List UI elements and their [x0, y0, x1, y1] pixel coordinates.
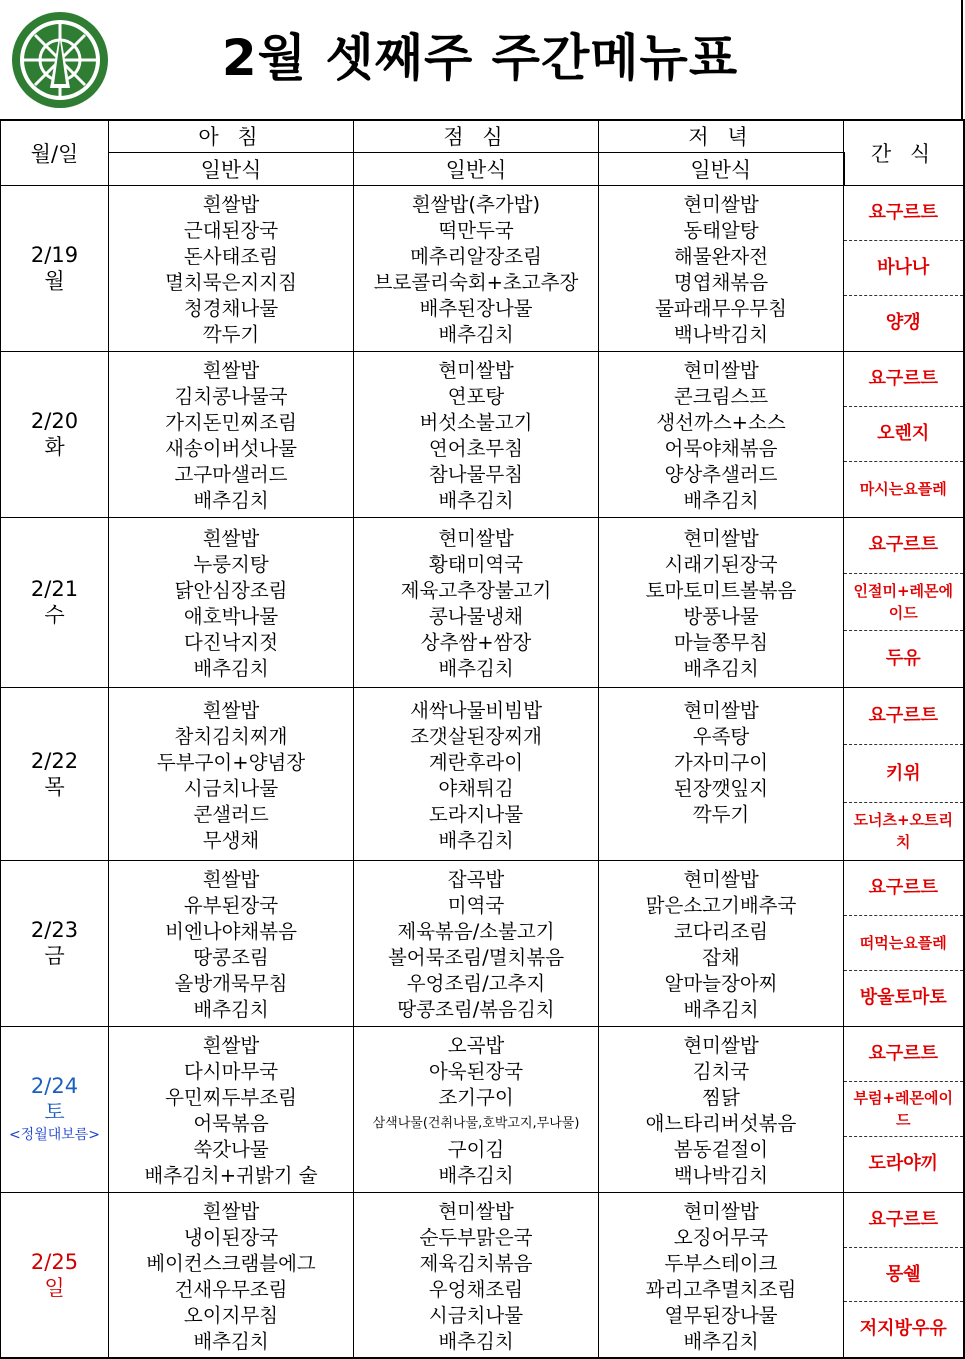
snack-item: 부럼+레몬에이드	[844, 1082, 963, 1137]
menu-item: 배추된장나물	[419, 297, 533, 320]
menu-item: 배추김치	[438, 1164, 514, 1187]
menu-item: 어묵야채볶음	[664, 437, 778, 460]
menu-item: 새싹나물비빔밥	[410, 698, 542, 722]
menu-item: 방풍나물	[683, 605, 759, 628]
menu-item: 어묵볶음	[193, 1112, 269, 1135]
menu-item: 멸치묵은지지짐	[165, 271, 297, 294]
menu-item: 야채튀김	[438, 776, 514, 800]
dinner-header: 저 녁	[599, 120, 844, 152]
menu-item: 참치김치찌개	[174, 724, 288, 748]
menu-item: 근대된장국	[183, 219, 279, 242]
menu-item: 오이지무침	[183, 1303, 279, 1327]
weekday-label: 토	[44, 1100, 65, 1124]
menu-item: 흰쌀밥	[202, 193, 260, 216]
breakfast-cell	[109, 351, 354, 517]
menu-item: 흰쌀밥	[202, 1199, 260, 1223]
snack-item: 인절미+레몬에이드	[844, 574, 963, 631]
menu-item: 유부된장국	[183, 894, 279, 917]
snack-item: 마시는요플레	[859, 480, 947, 499]
menu-item: 해물완자전	[673, 245, 769, 268]
menu-item: 배추김치	[193, 998, 269, 1021]
holiday-note: <정월대보름>	[8, 1127, 101, 1143]
weekly-menu-table	[0, 119, 965, 1359]
menu-item: 현미쌀밥	[683, 193, 759, 216]
menu-item: 계란후라이	[428, 750, 524, 774]
snack-item: 오렌지	[844, 407, 963, 462]
menu-item: 쑥갓나물	[193, 1138, 269, 1161]
dinner-cell	[599, 1026, 844, 1192]
menu-item: 조기구이	[438, 1086, 514, 1109]
dinner-subheader: 일반식	[599, 152, 844, 185]
emblem-logo-icon	[10, 10, 110, 110]
date-label: 2/24	[30, 1074, 79, 1098]
menu-item: 배추김치	[438, 1329, 514, 1353]
snack-item: 요구르트	[844, 352, 963, 407]
menu-item: 조갯살된장찌개	[410, 724, 542, 748]
menu-item: 현미쌀밥	[683, 527, 759, 550]
menu-item: 현미쌀밥	[438, 1199, 514, 1223]
menu-item: 콘크림스프	[673, 385, 769, 408]
menu-item: 김치국	[692, 1060, 750, 1083]
menu-item: 우엉채조림	[428, 1277, 524, 1301]
menu-item: 현미쌀밥	[438, 359, 514, 382]
menu-item: 배추김치	[193, 1329, 269, 1353]
date-cell	[1, 351, 109, 517]
menu-item: 흰쌀밥	[202, 527, 260, 550]
date-column-header: 월/일	[1, 120, 109, 185]
menu-item: 고구마샐러드	[174, 463, 288, 486]
lunch-cell	[354, 351, 599, 517]
menu-item: 우민찌두부조림	[165, 1086, 297, 1109]
menu-item: 오징어무국	[673, 1225, 769, 1249]
snack-item: 양갱	[885, 312, 921, 334]
menu-item: 냉이된장국	[183, 1225, 279, 1249]
menu-item: 배추김치+귀밝기 술	[144, 1164, 318, 1187]
menu-item: 아욱된장국	[428, 1060, 524, 1083]
menu-item: 생선까스+소스	[656, 411, 786, 434]
weekday-label: 일	[44, 1275, 65, 1300]
snack-cell	[844, 1192, 964, 1358]
dinner-cell	[599, 185, 844, 351]
menu-item: 현미쌀밥	[683, 359, 759, 382]
menu-item: 명엽채볶음	[673, 271, 769, 294]
snack-header: 간 식	[844, 120, 964, 185]
snack-item: 도너츠+오트리치	[853, 811, 953, 852]
dinner-cell	[599, 517, 844, 687]
date-cell	[1, 687, 109, 860]
breakfast-subheader: 일반식	[109, 152, 354, 185]
menu-item: 누룽지탕	[193, 553, 269, 576]
menu-item: 다시마무국	[183, 1060, 279, 1083]
menu-item: 새송이버섯나물	[165, 437, 297, 460]
snack-cell	[844, 1026, 964, 1192]
menu-item: 순두부맑은국	[419, 1225, 533, 1249]
menu-item: 구이김	[447, 1138, 505, 1161]
page-title: 2월 셋째주 주간메뉴표	[221, 29, 739, 87]
menu-item: 베이컨스크램블에그	[146, 1251, 316, 1275]
menu-item: 청경채나물	[183, 297, 279, 320]
lunch-cell	[354, 1026, 599, 1192]
breakfast-cell	[109, 687, 354, 860]
snack-cell	[844, 860, 964, 1026]
dinner-cell	[599, 687, 844, 860]
dinner-cell	[599, 860, 844, 1026]
menu-item: 애느타리버섯볶음	[645, 1112, 797, 1135]
snack-cell	[844, 687, 964, 860]
date-label: 2/20	[30, 409, 79, 433]
snack-item: 저지방우유	[859, 1318, 947, 1340]
menu-item: 현미쌀밥	[683, 1199, 759, 1223]
snack-item: 떠먹는요플레	[844, 916, 963, 971]
snack-cell	[844, 351, 964, 517]
date-label: 2/23	[30, 918, 79, 942]
snack-item: 두유	[885, 647, 921, 669]
menu-item: 현미쌀밥	[683, 868, 759, 891]
date-label: 2/21	[30, 577, 79, 601]
lunch-header: 점 심	[354, 120, 599, 152]
snack-item: 몽쉘	[844, 1248, 963, 1303]
table-row	[1, 351, 964, 517]
breakfast-header: 아 침	[109, 120, 354, 152]
menu-item	[599, 828, 843, 854]
menu-item: 상추쌈+쌈장	[420, 631, 532, 654]
date-label: 2/22	[30, 748, 79, 773]
menu-item: 코다리조림	[673, 920, 769, 943]
menu-item: 배추김치	[438, 323, 514, 346]
menu-item: 떡만두국	[438, 219, 514, 242]
menu-item: 배추김치	[683, 657, 759, 680]
lunch-cell	[354, 687, 599, 860]
menu-item: 현미쌀밥	[438, 527, 514, 550]
lunch-cell	[354, 517, 599, 687]
menu-item: 찜닭	[702, 1086, 740, 1109]
menu-item: 동태알탕	[683, 219, 759, 242]
breakfast-cell	[109, 1026, 354, 1192]
snack-item: 요구르트	[844, 688, 963, 746]
lunch-cell	[354, 1192, 599, 1358]
menu-item: 우족탕	[692, 724, 750, 748]
breakfast-cell	[109, 1192, 354, 1358]
menu-item: 다진낙지젓	[183, 631, 279, 654]
weekday-label: 월	[44, 269, 65, 293]
snack-item: 키위	[844, 745, 963, 803]
menu-item: 흰쌀밥(추가밥)	[411, 193, 541, 216]
snack-item: 요구르트	[844, 1027, 963, 1082]
menu-item: 돈사태조림	[183, 245, 279, 268]
menu-item: 흰쌀밥	[202, 698, 260, 722]
date-label: 2/19	[30, 243, 79, 267]
menu-item: 배추김치	[683, 1329, 759, 1353]
menu-item: 배추김치	[438, 489, 514, 512]
menu-item: 콩나물냉채	[428, 605, 524, 628]
menu-item: 배추김치	[193, 489, 269, 512]
menu-item: 오곡밥	[447, 1034, 505, 1057]
snack-cell	[844, 185, 964, 351]
menu-item: 삼색나물(건취나물,호박고지,무나물)	[372, 1116, 580, 1131]
menu-item: 무생채	[202, 828, 260, 852]
snack-item: 요구르트	[844, 518, 963, 575]
weekday-label: 수	[44, 603, 65, 627]
menu-item: 브로콜리숙회+초고추장	[373, 271, 579, 294]
menu-item: 흰쌀밥	[202, 359, 260, 382]
menu-item: 배추김치	[683, 489, 759, 512]
table-row	[1, 1026, 964, 1192]
menu-item: 미역국	[447, 894, 505, 917]
lunch-subheader: 일반식	[354, 152, 599, 185]
table-row	[1, 517, 964, 687]
weekday-label: 금	[44, 944, 65, 968]
menu-item: 흰쌀밥	[202, 1034, 260, 1057]
menu-item: 제육김치볶음	[419, 1251, 533, 1275]
breakfast-cell	[109, 185, 354, 351]
menu-item: 맑은소고기배추국	[645, 894, 797, 917]
menu-item: 김치콩나물국	[174, 385, 288, 408]
menu-item: 도라지나물	[428, 802, 524, 826]
breakfast-cell	[109, 860, 354, 1026]
date-cell	[1, 517, 109, 687]
header	[0, 0, 963, 119]
menu-item: 올방개묵무침	[174, 972, 288, 995]
lunch-cell	[354, 185, 599, 351]
menu-item: 건새우무조림	[174, 1277, 288, 1301]
menu-item: 된장깻잎지	[673, 776, 769, 800]
menu-item: 메추리알장조림	[410, 245, 542, 268]
menu-item: 마늘쫑무침	[673, 631, 769, 654]
date-cell	[1, 860, 109, 1026]
menu-item: 황태미역국	[428, 553, 524, 576]
menu-item: 땅콩조림	[193, 946, 269, 969]
menu-item: 제육고추장불고기	[400, 579, 552, 602]
menu-item: 두부스테이크	[664, 1251, 778, 1275]
menu-item: 두부구이+양념장	[156, 750, 306, 774]
menu-item: 잡채	[702, 946, 740, 969]
menu-item: 배추김치	[438, 657, 514, 680]
lunch-cell	[354, 860, 599, 1026]
dinner-cell	[599, 1192, 844, 1358]
menu-item: 잡곡밥	[447, 868, 505, 891]
menu-item: 시금치나물	[428, 1303, 524, 1327]
menu-item: 우엉조림/고추지	[406, 972, 546, 995]
table-row	[1, 687, 964, 860]
menu-item: 시래기된장국	[664, 553, 778, 576]
menu-item: 물파래무우무침	[655, 297, 787, 320]
table-row	[1, 1192, 964, 1358]
menu-item: 열무된장나물	[664, 1303, 778, 1327]
menu-item: 시금치나물	[183, 776, 279, 800]
menu-item: 비엔나야채볶음	[165, 920, 297, 943]
snack-cell	[844, 517, 964, 687]
menu-item: 가지돈민찌조림	[165, 411, 297, 434]
menu-item: 참나물무침	[428, 463, 524, 486]
snack-item: 요구르트	[844, 186, 963, 241]
snack-item: 요구르트	[844, 1193, 963, 1248]
menu-item: 백나박김치	[673, 323, 769, 346]
menu-item: 배추김치	[438, 828, 514, 852]
menu-item: 볼어묵조림/멸치볶음	[387, 946, 565, 969]
dinner-cell	[599, 351, 844, 517]
menu-item: 연어초무침	[428, 437, 524, 460]
menu-item: 버섯소불고기	[419, 411, 533, 434]
date-cell	[1, 1192, 109, 1358]
snack-item: 바나나	[844, 241, 963, 296]
date-label: 2/25	[30, 1249, 79, 1274]
menu-item: 배추김치	[683, 998, 759, 1021]
date-cell	[1, 1026, 109, 1192]
menu-item: 백나박김치	[673, 1164, 769, 1187]
menu-item: 땅콩조림/볶음김치	[397, 998, 555, 1021]
weekday-label: 목	[44, 774, 65, 799]
snack-item: 도라야끼	[868, 1153, 939, 1175]
menu-item: 배추김치	[193, 657, 269, 680]
menu-item: 봄동겉절이	[673, 1138, 769, 1161]
menu-item: 토마토미트볼볶음	[645, 579, 797, 602]
menu-item: 깍두기	[692, 802, 750, 826]
menu-item: 현미쌀밥	[683, 698, 759, 722]
date-cell	[1, 185, 109, 351]
menu-item: 콘샐러드	[193, 802, 269, 826]
menu-item: 연포탕	[447, 385, 505, 408]
menu-item: 깍두기	[202, 323, 260, 346]
menu-item: 알마늘장아찌	[664, 972, 778, 995]
menu-item: 현미쌀밥	[683, 1034, 759, 1057]
menu-item: 양상추샐러드	[664, 463, 778, 486]
snack-item: 요구르트	[844, 861, 963, 916]
menu-item: 애호박나물	[183, 605, 279, 628]
snack-item: 방울토마토	[859, 987, 947, 1009]
table-row	[1, 860, 964, 1026]
menu-item: 닭안심장조림	[174, 579, 288, 602]
breakfast-cell	[109, 517, 354, 687]
menu-item: 꽈리고추멸치조림	[645, 1277, 797, 1301]
menu-item: 제육볶음/소불고기	[397, 920, 555, 943]
menu-item: 흰쌀밥	[202, 868, 260, 891]
menu-item: 가자미구이	[673, 750, 769, 774]
weekday-label: 화	[44, 435, 65, 459]
table-row	[1, 185, 964, 351]
